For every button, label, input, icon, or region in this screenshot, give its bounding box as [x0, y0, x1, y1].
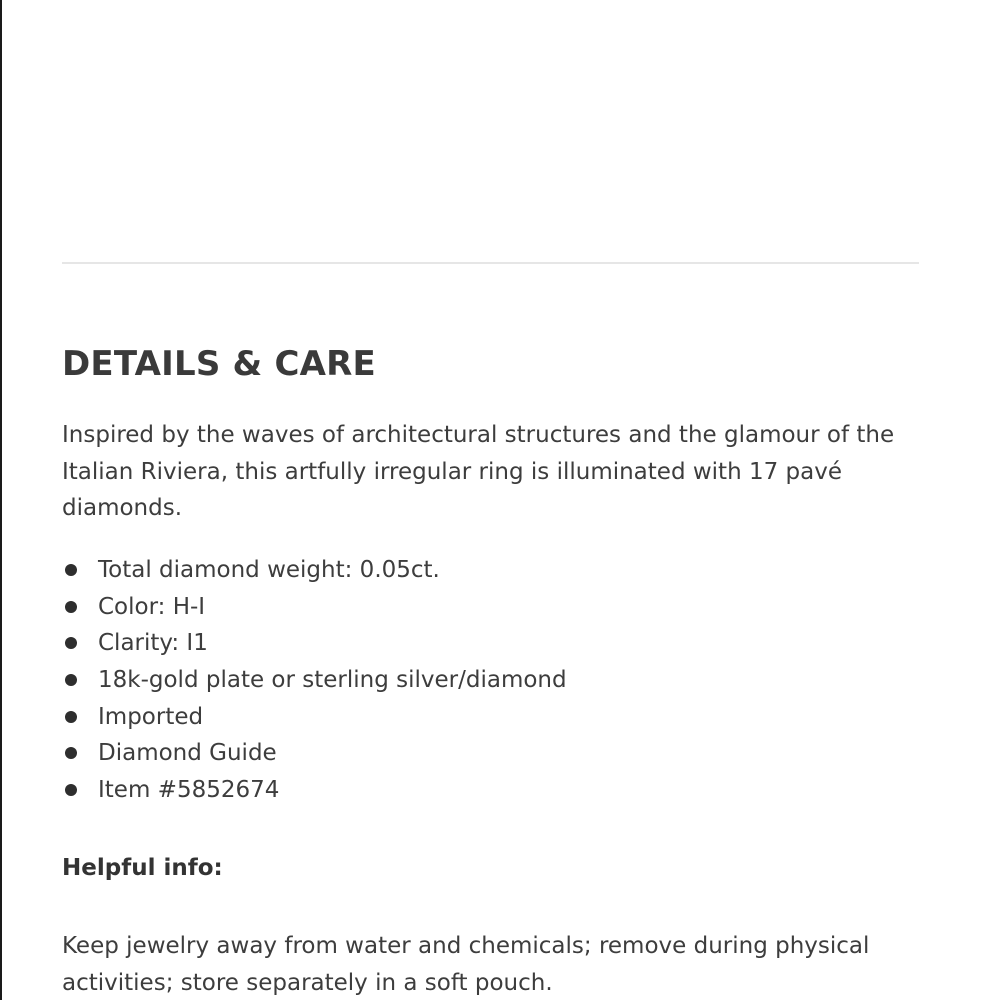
details-care-heading: DETAILS & CARE [62, 344, 376, 384]
bullet-icon [65, 601, 77, 613]
spec-text: Clarity: I1 [98, 630, 208, 657]
care-instructions: Keep jewelry away from water and chemicals; remove during physical activities; store separately in a soft pouch. [62, 933, 870, 996]
product-description: Inspired by the waves of architectural structures and the glamour of the Italian Riviera, this artfully irregular ring is illuminated with 17 pavé diamonds. [62, 422, 895, 521]
product-specs-list [62, 552, 567, 809]
window-left-edge [0, 0, 2, 1000]
spec-item-imported [62, 699, 567, 736]
spec-text: 18k-gold plate or sterling silver/diamond [98, 667, 567, 694]
spec-item-clarity [62, 625, 567, 662]
spec-text: Color: H-I [98, 593, 206, 620]
bullet-icon [65, 711, 77, 723]
bullet-icon [65, 674, 77, 686]
helpful-info-heading: Helpful info: [62, 855, 223, 881]
bullet-icon [65, 564, 77, 576]
section-divider [62, 262, 919, 264]
spec-item-item-number [62, 772, 567, 809]
spec-item-material [62, 662, 567, 699]
spec-text: Imported [98, 703, 204, 730]
diamond-guide-link[interactable]: Diamond Guide [98, 740, 277, 767]
spec-text: Total diamond weight: 0.05ct. [98, 557, 440, 583]
bullet-icon [65, 784, 77, 796]
bullet-icon [65, 747, 77, 759]
spec-item-diamond-guide[interactable] [62, 735, 567, 772]
spec-item-diamond-weight [62, 552, 567, 589]
spec-text: Item #5852674 [98, 777, 280, 804]
bullet-icon [65, 637, 77, 649]
spec-item-color [62, 589, 567, 626]
